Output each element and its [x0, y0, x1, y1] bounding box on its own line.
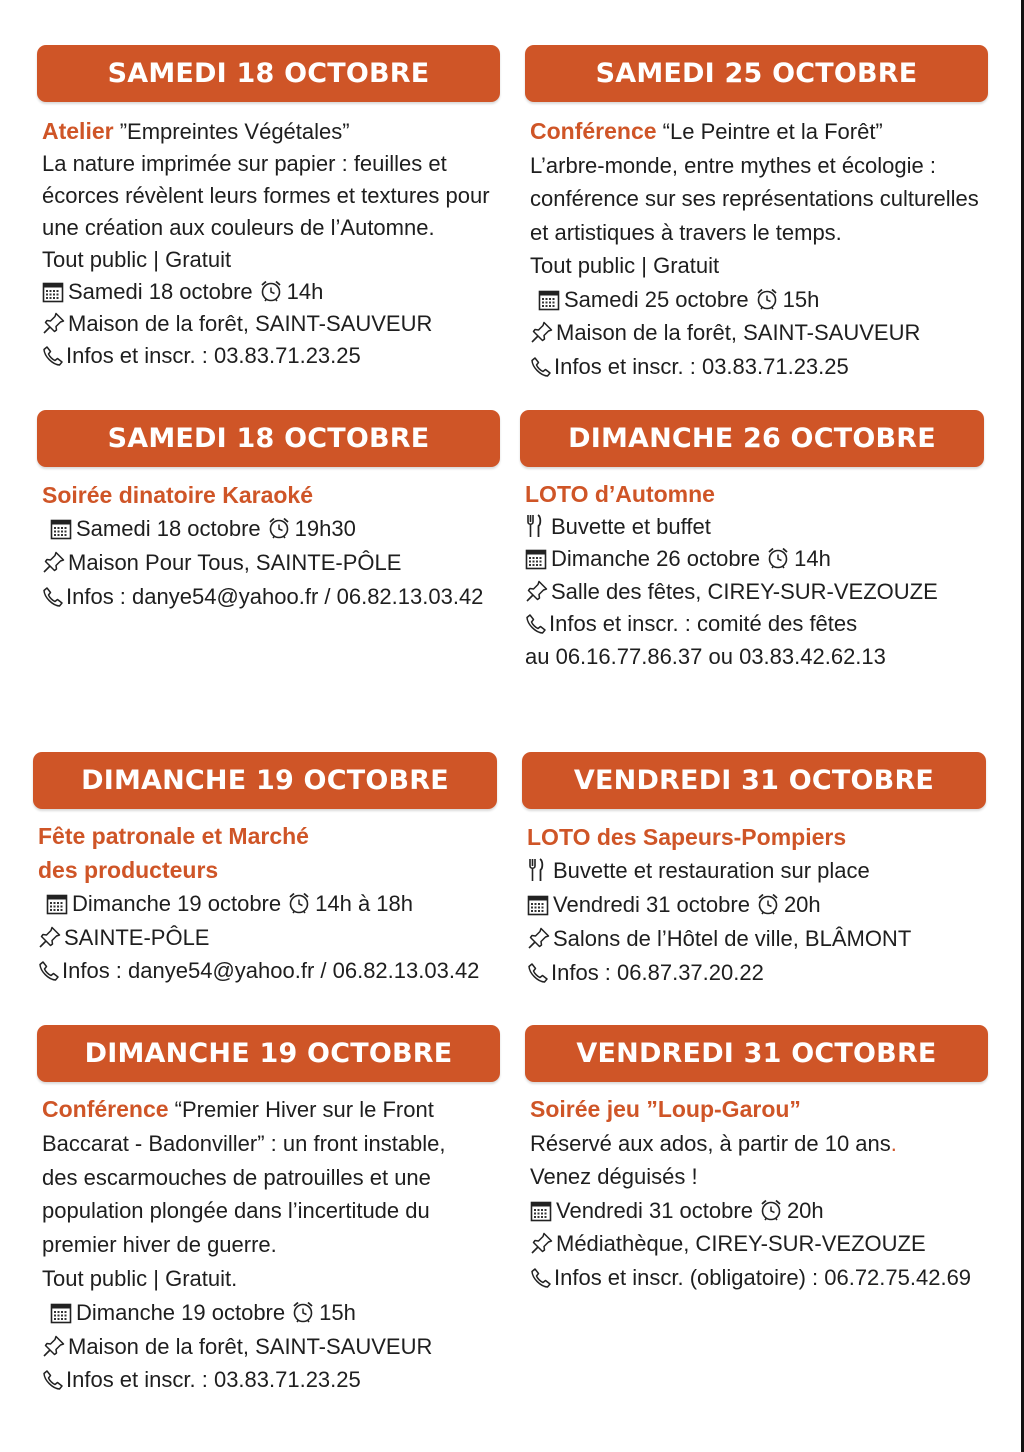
- event-audience: Tout public | Gratuit: [530, 253, 720, 278]
- event-title-line: Fête patronale et Marché: [38, 823, 309, 849]
- calendar-icon: [46, 893, 68, 915]
- event-contact-text: Infos et inscr. : 03.83.71.23.25: [554, 353, 849, 379]
- event-date: Samedi 18 octobre: [68, 279, 253, 304]
- banner-text: SAMEDI 25 OCTOBRE: [595, 58, 918, 89]
- event-description-line: Baccarat - Badonviller” : un front instable,: [42, 1130, 446, 1156]
- event-location: [38, 921, 479, 955]
- event-contact: [525, 608, 938, 641]
- event-description-line: [530, 1127, 971, 1161]
- event-description-line: premier hiver de guerre.: [42, 1232, 277, 1258]
- event-time: 14h: [286, 279, 324, 304]
- event-food: [527, 854, 911, 888]
- phone-icon: [525, 613, 547, 635]
- event-description-line: une création aux couleurs de l’Automne.: [42, 215, 435, 240]
- event-date-banner: [520, 410, 984, 467]
- event-place: Maison Pour Tous, SAINTE-PÔLE: [68, 550, 402, 575]
- event-location: [527, 922, 911, 956]
- phone-icon: [530, 1267, 552, 1289]
- banner-text: SAMEDI 18 OCTOBRE: [107, 58, 430, 89]
- event-description-line: L’arbre-monde, entre mythes et écologie :: [530, 152, 937, 178]
- event-place: Médiathèque, CIREY-SUR-VEZOUZE: [556, 1231, 926, 1256]
- event-time: 20h: [783, 892, 821, 917]
- pushpin-icon: [42, 550, 66, 574]
- banner-text: DIMANCHE 26 OCTOBRE: [568, 423, 936, 454]
- calendar-icon: [50, 1302, 72, 1324]
- event-datetime: [38, 887, 479, 921]
- event-location: [42, 308, 490, 340]
- event-title-label: Conférence: [530, 118, 657, 144]
- banner-text: SAMEDI 18 OCTOBRE: [107, 423, 430, 454]
- alarm-clock-icon: [756, 892, 780, 916]
- pushpin-icon: [530, 320, 554, 344]
- calendar-icon: [527, 894, 549, 916]
- calendar-icon: [42, 281, 64, 303]
- event-place: Maison de la forêt, SAINT-SAUVEUR: [556, 320, 921, 345]
- event-datetime: [42, 512, 483, 546]
- phone-icon: [38, 960, 60, 982]
- event-time: 20h: [786, 1197, 824, 1223]
- event-contact-text: Infos et inscr. : 03.83.71.23.25: [66, 1367, 361, 1393]
- event-contact: [527, 956, 911, 990]
- event-date: Dimanche 19 octobre: [76, 1299, 286, 1325]
- banner-text: DIMANCHE 19 OCTOBRE: [81, 765, 449, 796]
- calendar-icon: [530, 1200, 552, 1222]
- event-date: Vendredi 31 octobre: [553, 892, 750, 917]
- event-title: [42, 115, 490, 148]
- event-time: 15h: [782, 286, 820, 312]
- event-description-line: et artistiques à travers le temps.: [530, 219, 842, 245]
- event-date-banner: [525, 45, 988, 102]
- event-food-text: Buvette et restauration sur place: [553, 858, 870, 883]
- event-description-line: La nature imprimée sur papier : feuilles et: [42, 151, 447, 176]
- phone-icon: [42, 586, 64, 608]
- alarm-clock-icon: [259, 279, 283, 303]
- event-time: 14h: [794, 546, 831, 571]
- event-contact-text: Infos et inscr. (obligatoire) : 06.72.75.42.69: [554, 1264, 972, 1290]
- event-date-banner: [37, 45, 500, 102]
- event-date-banner: [522, 752, 986, 809]
- event-datetime: [42, 1296, 446, 1330]
- event-contact-line-2: au 06.16.77.86.37 ou 03.83.42.62.13: [525, 643, 886, 669]
- event-description-text: Réservé aux ados, à partir de 10 ans: [530, 1130, 891, 1156]
- phone-icon: [42, 1369, 64, 1391]
- event-time: 14h à 18h: [315, 891, 413, 916]
- event-date: Dimanche 19 octobre: [72, 891, 282, 916]
- pushpin-icon: [530, 1231, 554, 1255]
- calendar-icon: [50, 518, 72, 540]
- event-datetime: [527, 888, 911, 922]
- alarm-clock-icon: [267, 516, 291, 540]
- event-title-rest: ”Empreintes Végétales”: [113, 119, 350, 144]
- event-contact: [38, 954, 479, 988]
- event-datetime: [525, 543, 938, 576]
- event-description-line: population plongée dans l’incertitude du: [42, 1198, 430, 1224]
- event-date: Samedi 25 octobre: [564, 286, 749, 312]
- event-title-label: Conférence: [42, 1096, 169, 1122]
- event-contact: [42, 1363, 446, 1397]
- event-date: Vendredi 31 octobre: [556, 1197, 753, 1223]
- event-datetime: [530, 283, 979, 317]
- event-title: Soirée dinatoire Karaoké: [42, 482, 313, 508]
- event-title: [530, 115, 979, 149]
- phone-icon: [42, 345, 64, 367]
- event-location: [530, 316, 979, 350]
- event-place: Salle des fêtes, CIREY-SUR-VEZOUZE: [551, 578, 938, 604]
- event-contact-text: Infos : 06.87.37.20.22: [551, 960, 764, 985]
- alarm-clock-icon: [291, 1300, 315, 1324]
- alarm-clock-icon: [287, 891, 311, 915]
- accent-period: .: [890, 1130, 897, 1156]
- event-contact-text: Infos : danye54@yahoo.fr / 06.82.13.03.42: [62, 958, 480, 983]
- event-title-label: Atelier: [42, 118, 114, 144]
- event-title-rest: “Le Peintre et la Forêt”: [656, 119, 883, 144]
- event-description-line: conférence sur ses représentations culturelles: [530, 186, 979, 211]
- event-contact: [530, 1261, 971, 1295]
- event-contact-text: Infos : danye54@yahoo.fr / 06.82.13.03.42: [66, 584, 484, 609]
- event-description-line: Venez déguisés !: [530, 1164, 698, 1189]
- event-date-banner: [37, 1025, 500, 1082]
- event-title: Soirée jeu ”Loup-Garou”: [530, 1096, 801, 1122]
- pushpin-icon: [42, 1334, 66, 1358]
- event-description-line: écorces révèlent leurs formes et textures pour: [42, 183, 490, 208]
- event-date: Dimanche 26 octobre: [551, 546, 761, 571]
- event-place: Maison de la forêt, SAINT-SAUVEUR: [68, 1333, 433, 1359]
- banner-text: VENDREDI 31 OCTOBRE: [573, 765, 935, 796]
- event-title-rest: “Premier Hiver sur le Front: [168, 1097, 434, 1122]
- event-location: [42, 546, 483, 580]
- event-contact: [42, 340, 490, 372]
- phone-icon: [527, 962, 549, 984]
- event-contact: [530, 350, 979, 384]
- event-date-banner: [33, 752, 497, 809]
- event-date-banner: [37, 410, 500, 467]
- event-datetime: [530, 1194, 971, 1228]
- banner-text: DIMANCHE 19 OCTOBRE: [84, 1038, 453, 1069]
- event-title-line: des producteurs: [38, 856, 219, 883]
- event-place: Salons de l’Hôtel de ville, BLÂMONT: [553, 926, 912, 951]
- event-title: LOTO des Sapeurs-Pompiers: [527, 824, 847, 850]
- event-title: [42, 1093, 446, 1127]
- event-location: [525, 576, 938, 609]
- event-time: 19h30: [294, 516, 356, 541]
- event-location: [530, 1227, 971, 1261]
- calendar-icon: [525, 548, 547, 570]
- alarm-clock-icon: [766, 546, 790, 570]
- event-date-banner: [525, 1025, 988, 1082]
- fork-knife-icon: [527, 858, 545, 882]
- event-contact-text: Infos et inscr. : comité des fêtes: [549, 611, 858, 636]
- event-date: Samedi 18 octobre: [76, 516, 261, 541]
- event-food: [525, 511, 938, 544]
- fork-knife-icon: [525, 514, 543, 538]
- event-description-line: des escarmouches de patrouilles et une: [42, 1164, 431, 1190]
- event-audience: Tout public | Gratuit.: [42, 1265, 238, 1291]
- calendar-icon: [538, 289, 560, 311]
- pushpin-icon: [38, 925, 62, 949]
- event-place: Maison de la forêt, SAINT-SAUVEUR: [68, 311, 433, 336]
- pushpin-icon: [525, 579, 549, 603]
- event-place: SAINTE-PÔLE: [64, 924, 210, 950]
- event-title: LOTO d’Automne: [525, 481, 715, 507]
- alarm-clock-icon: [755, 287, 779, 311]
- event-contact-text: Infos et inscr. : 03.83.71.23.25: [66, 343, 361, 368]
- event-audience: Tout public | Gratuit: [42, 247, 232, 272]
- event-time: 15h: [319, 1299, 356, 1325]
- event-location: [42, 1330, 446, 1364]
- event-food-text: Buvette et buffet: [551, 513, 711, 539]
- pushpin-icon: [42, 311, 66, 335]
- event-contact: [42, 580, 483, 614]
- banner-text: VENDREDI 31 OCTOBRE: [576, 1038, 937, 1069]
- alarm-clock-icon: [759, 1198, 783, 1222]
- phone-icon: [530, 356, 552, 378]
- event-datetime: [42, 276, 490, 308]
- pushpin-icon: [527, 926, 551, 950]
